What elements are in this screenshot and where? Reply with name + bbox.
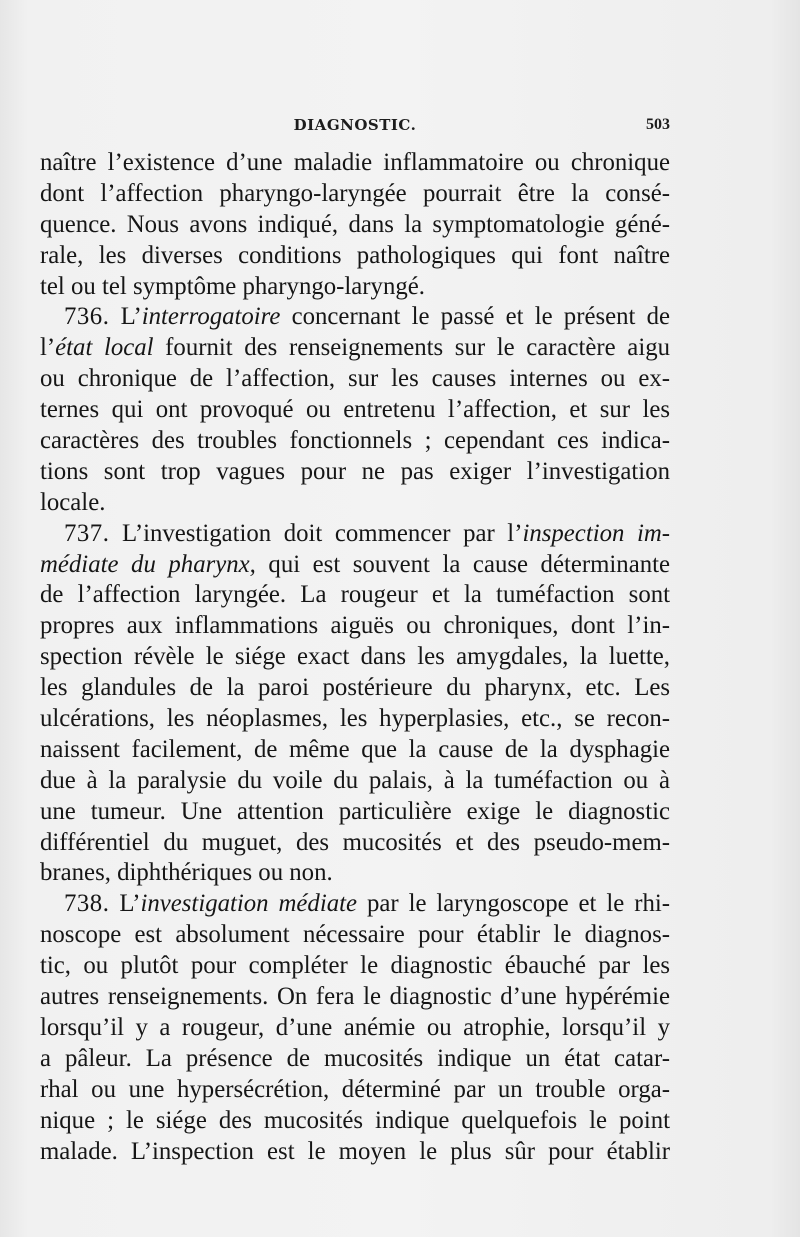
- line-text: spection révèle le siége exact dans les amygdales, la luette,: [40, 643, 670, 671]
- paragraph-number: 736.: [64, 303, 110, 331]
- text-line: [40, 982, 670, 1013]
- line-text: locale.: [40, 488, 106, 516]
- text-line: [40, 828, 670, 859]
- line-text: ternes qui ont provoqué ou entretenu l’affection, et sur les: [40, 396, 670, 424]
- text-line: [40, 333, 670, 364]
- line-text: autres renseignements. On fera le diagnostic d’une hypérémie: [40, 983, 670, 1011]
- line-text: tions sont trop vagues pour ne pas exiger l’investigation: [40, 457, 670, 485]
- paragraph-number: 737.: [64, 519, 110, 547]
- line-text: tel ou tel symptôme pharyngo-laryngé.: [40, 272, 425, 300]
- text-line: [40, 951, 670, 982]
- line-text: dont l’affection pharyngo-laryngée pourrait être la consé-: [40, 179, 670, 207]
- line-text: naissent facilement, de même que la cause de la dysphagie: [40, 735, 670, 763]
- line-text: noscope est absolument nécessaire pour établir le diagnos-: [40, 921, 670, 949]
- line-text: malade. L’inspection est le moyen le plus sûr pour établir: [40, 1137, 670, 1165]
- text-line: [40, 704, 670, 735]
- line-text: branes, diphthériques ou non.: [40, 859, 333, 887]
- italic-text: interrogatoire: [141, 303, 281, 331]
- line-text: caractères des troubles fonctionnels ; cependant ces indica-: [40, 427, 670, 455]
- line-text: due à la paralysie du voile du palais, à la tuméfaction ou à: [40, 766, 670, 794]
- paragraph-start-line: [40, 519, 670, 550]
- page-header: [40, 114, 670, 138]
- text-line: [40, 797, 670, 828]
- line-text: lorsqu’il y a rougeur, d’une anémie ou atrophie, lorsqu’il y: [40, 1013, 670, 1041]
- line-text: qui est souvent la cause déterminante: [255, 550, 670, 578]
- italic-text: état local: [55, 334, 154, 362]
- paragraph-number: 738.: [64, 890, 110, 918]
- page-number: 503: [646, 116, 670, 133]
- text-line: [40, 210, 670, 241]
- line-text: L’: [109, 890, 141, 918]
- body-text: [40, 148, 670, 1167]
- line-text: tic, ou plutôt pour compléter le diagnostic ébauché par les: [40, 952, 670, 980]
- text-line: [40, 395, 670, 426]
- line-text: fournit des renseignements sur le caractère aigu: [153, 334, 670, 362]
- text-line: [40, 272, 670, 303]
- line-text: les glandules de la paroi postérieure du pharynx, etc. Les: [40, 674, 670, 702]
- line-text: ulcérations, les néoplasmes, les hyperplasies, etc., se recon-: [40, 705, 670, 733]
- line-text: a pâleur. La présence de mucosités indique un état catar-: [40, 1044, 670, 1072]
- line-text: concernant le passé et le présent de: [280, 303, 670, 331]
- text-line: [40, 1075, 670, 1106]
- text-line: [40, 426, 670, 457]
- text-line: [40, 1106, 670, 1137]
- paragraph-start-line: [40, 302, 670, 333]
- text-line: [40, 488, 670, 519]
- line-text: rhal ou une hypersécrétion, déterminé par un trouble orga-: [40, 1075, 670, 1103]
- line-text: ou chronique de l’affection, sur les causes internes ou ex-: [40, 365, 670, 393]
- paragraph-start-line: [40, 889, 670, 920]
- line-text: différentiel du muguet, des mucosités et des pseudo-mem-: [40, 828, 670, 856]
- text-line: [40, 457, 670, 488]
- text-line: [40, 642, 670, 673]
- line-text: par le laryngoscope et le rhi-: [357, 890, 670, 918]
- text-line: [40, 611, 670, 642]
- text-line: [40, 179, 670, 210]
- line-text: une tumeur. Une attention particulière exige le diagnostic: [40, 797, 670, 825]
- running-head: DIAGNOSTIC.: [293, 116, 417, 134]
- text-line: [40, 858, 670, 889]
- line-text: L’investigation doit commencer par l’: [109, 519, 523, 547]
- text-line: [40, 1013, 670, 1044]
- text-line: [40, 1044, 670, 1075]
- text-line: [40, 1137, 670, 1168]
- text-line: [40, 364, 670, 395]
- italic-text: investigation médiate: [140, 890, 358, 918]
- line-text: nique ; le siége des mucosités indique quelquefois le point: [40, 1106, 670, 1134]
- text-line: [40, 920, 670, 951]
- text-line: [40, 580, 670, 611]
- text-line: [40, 241, 670, 272]
- text-line: [40, 766, 670, 797]
- italic-text: inspection im-: [522, 519, 670, 547]
- line-text: l’: [40, 334, 56, 362]
- text-line: [40, 148, 670, 179]
- line-text: de l’affection laryngée. La rougeur et la tuméfaction sont: [40, 581, 670, 609]
- text-line: [40, 735, 670, 766]
- line-text: naître l’existence d’une maladie inflammatoire ou chronique: [40, 149, 670, 176]
- line-text: L’: [109, 303, 142, 331]
- text-line: [40, 673, 670, 704]
- line-text: quence. Nous avons indiqué, dans la symptomatologie géné-: [40, 210, 670, 238]
- italic-text: médiate du pharynx,: [40, 550, 256, 578]
- text-line: [40, 550, 670, 581]
- line-text: propres aux inflammations aiguës ou chroniques, dont l’in-: [40, 612, 670, 640]
- line-text: rale, les diverses conditions pathologiques qui font naître: [40, 241, 670, 269]
